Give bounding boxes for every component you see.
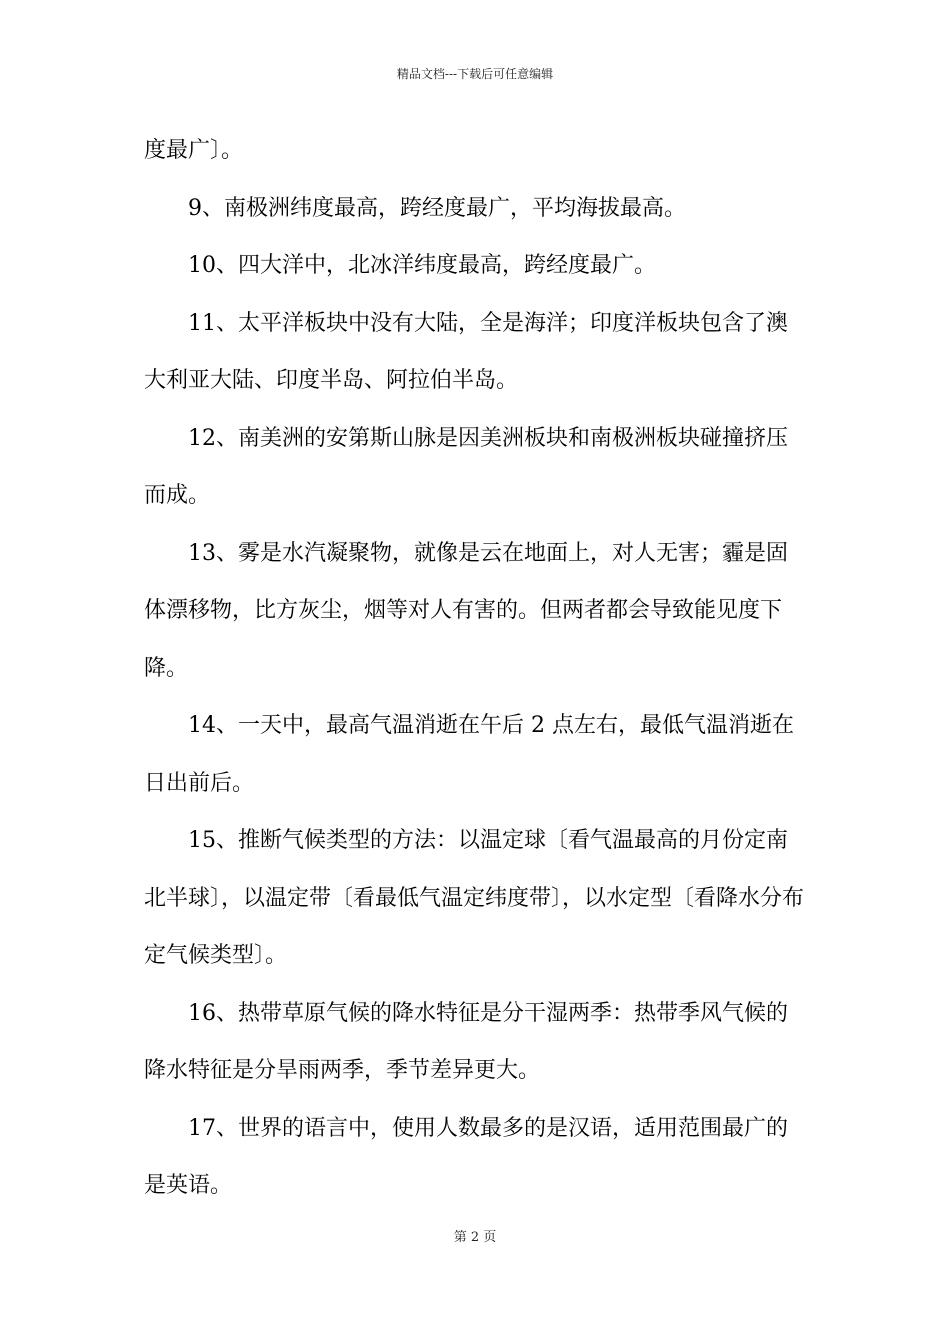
paragraph-continuation: 度最广〕。 (144, 138, 244, 163)
paragraph-item-11: 11、太平洋板块中没有大陆，全是海洋；印度洋板块包含了澳大利亚大陆、印度半岛、阿拉伯半岛。 (144, 310, 788, 393)
paragraph-item-15: 15、推断气候类型的方法：以温定球〔看气温最高的月份定南北半球〕，以温定带〔看最低气温定纬度带〕，以水定型〔看降水分布定气候类型〕。 (144, 828, 805, 968)
page-number: 第 2 页 (453, 1230, 497, 1245)
page-header: 精品文档---下载后可任意编辑 (396, 67, 554, 81)
paragraph-item-9: 9、南极洲纬度最高，跨经度最广，平均海拔最高。 (188, 195, 686, 221)
document-body (144, 122, 808, 1215)
paragraph-item-17: 17、世界的语言中，使用人数最多的是汉语，适用范围最广的是英语。 (144, 1115, 788, 1198)
paragraph-item-12: 12、南美洲的安第斯山脉是因美洲板块和南极洲板块碰撞挤压而成。 (144, 425, 788, 508)
paragraph-item-10: 10、四大洋中，北冰洋纬度最高，跨经度最广。 (188, 253, 656, 278)
paragraph-item-13: 13、雾是水汽凝聚物，就像是云在地面上，对人无害；霾是固体漂移物，比方灰尘，烟等对人有害的。但两者都会导致能见度下降。 (144, 540, 788, 681)
paragraph-item-14: 14、一天中，最高气温消逝在午后 2 点左右，最低气温消逝在日出前后。 (144, 713, 794, 796)
paragraph-item-16: 16、热带草原气候的降水特征是分干湿两季：热带季风气候的降水特征是分旱雨两季，季节差异更大。 (144, 1000, 788, 1083)
